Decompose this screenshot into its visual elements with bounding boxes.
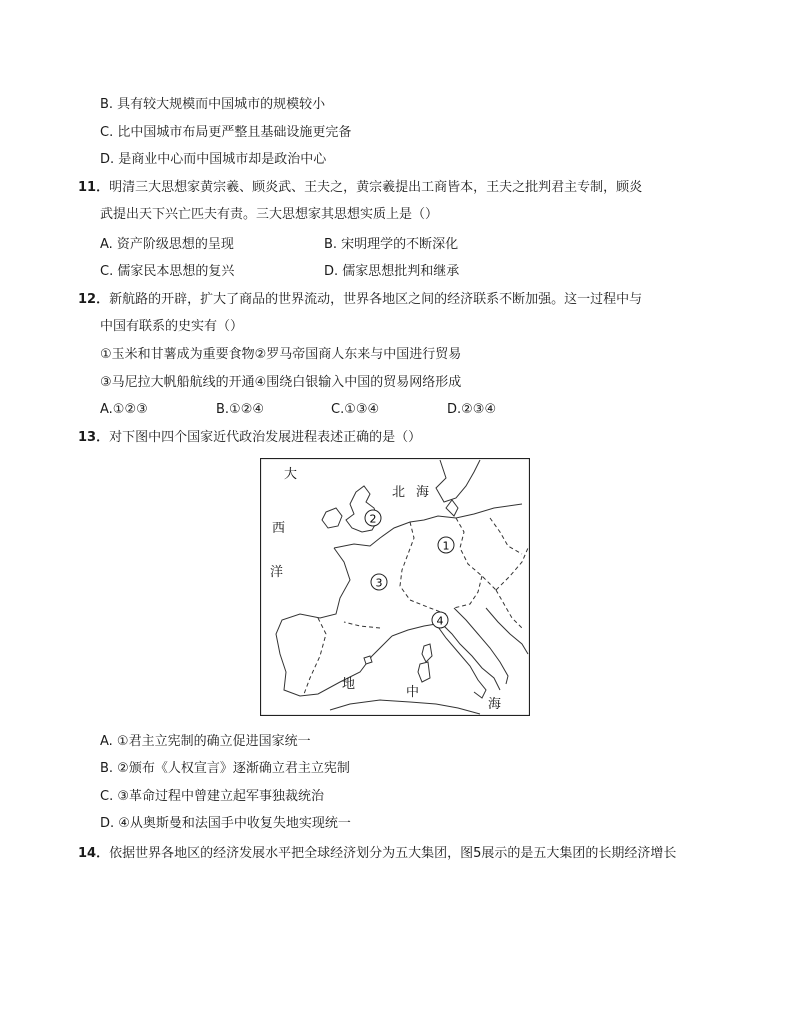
q11-option-d: D. 儒家思想批判和继承 xyxy=(324,264,460,279)
q11-option-b: B. 宋明理学的不断深化 xyxy=(324,237,459,252)
q10-option-c: C. 比中国城市布局更严整且基础设施更完备 xyxy=(100,125,352,140)
q12-option-d: D.②③④ xyxy=(447,402,497,417)
svg-text:2: 2 xyxy=(369,512,377,526)
map-label-hai: 海 xyxy=(416,485,430,500)
q12-option-c: C.①③④ xyxy=(331,402,380,417)
map-marker-4 xyxy=(432,612,448,628)
q11-stem-line1 xyxy=(78,179,642,197)
q11-text-line1: 明清三大思想家黄宗羲、顾炎武、王夫之，黄宗羲提出工商皆本，王夫之批判君主专制，顾炎 xyxy=(109,180,643,195)
q10-option-b: B. 具有较大规模而中国城市的规模较小 xyxy=(100,97,326,112)
q12-stem-line1 xyxy=(78,291,642,309)
map-label-bei: 北 xyxy=(392,485,406,500)
svg-text:3: 3 xyxy=(375,576,383,590)
q13-stem xyxy=(78,429,421,447)
q12-stem-line3: ①玉米和甘薯成为重要食物②罗马帝国商人东来与中国进行贸易 xyxy=(100,347,462,362)
europe-map xyxy=(260,458,530,716)
map-label-da: 大 xyxy=(284,467,298,482)
map-marker-1 xyxy=(438,537,454,553)
map-label-di: 地 xyxy=(342,677,356,692)
q10-option-d: D. 是商业中心而中国城市却是政治中心 xyxy=(100,152,327,167)
q12-option-a: A.①②③ xyxy=(100,402,148,417)
q13-number: 13． xyxy=(78,430,110,445)
q13-option-b: B. ②颁布《人权宣言》逐渐确立君主立宪制 xyxy=(100,761,350,776)
svg-text:4: 4 xyxy=(436,614,444,628)
q14-number: 14． xyxy=(78,846,110,861)
q13-option-c: C. ③革命过程中曾建立起军事独裁统治 xyxy=(100,789,324,804)
map-label-yang: 洋 xyxy=(270,565,284,580)
map-marker-3 xyxy=(371,574,387,590)
svg-text:1: 1 xyxy=(442,539,450,553)
q14-stem-line1 xyxy=(78,845,676,863)
q13-text: 对下图中四个国家近代政治发展进程表述正确的是（） xyxy=(109,430,422,445)
balearic-island xyxy=(364,656,372,664)
q11-option-a: A. 资产阶级思想的呈现 xyxy=(100,237,234,252)
q12-stem-line2: 中国有联系的史实有（） xyxy=(100,319,244,334)
q13-option-a: A. ①君主立宪制的确立促进国家统一 xyxy=(100,734,311,749)
q11-number: 11． xyxy=(78,180,110,195)
q12-number: 12． xyxy=(78,292,110,307)
q14-text-line1: 依据世界各地区的经济发展水平把全球经济划分为五大集团，图5展示的是五大集团的长期经济增长 xyxy=(109,846,677,861)
q11-option-c: C. 儒家民本思想的复兴 xyxy=(100,264,235,279)
map-label-hai2: 海 xyxy=(488,697,502,712)
q12-stem-line4: ③马尼拉大帆船航线的开通④围绕白银输入中国的贸易网络形成 xyxy=(100,375,462,390)
map-label-zhong: 中 xyxy=(406,685,420,700)
map-label-xi: 西 xyxy=(272,521,286,536)
map-marker-2 xyxy=(365,510,381,526)
q11-stem-line2: 武提出天下兴亡匹夫有责。三大思想家其思想实质上是（） xyxy=(100,207,439,222)
q12-text-line1: 新航路的开辟，扩大了商品的世界流动，世界各地区之间的经济联系不断加强。这一过程中与 xyxy=(109,292,643,307)
q12-option-b: B.①②④ xyxy=(216,402,265,417)
q13-option-d: D. ④从奥斯曼和法国手中收复失地实现统一 xyxy=(100,816,351,831)
